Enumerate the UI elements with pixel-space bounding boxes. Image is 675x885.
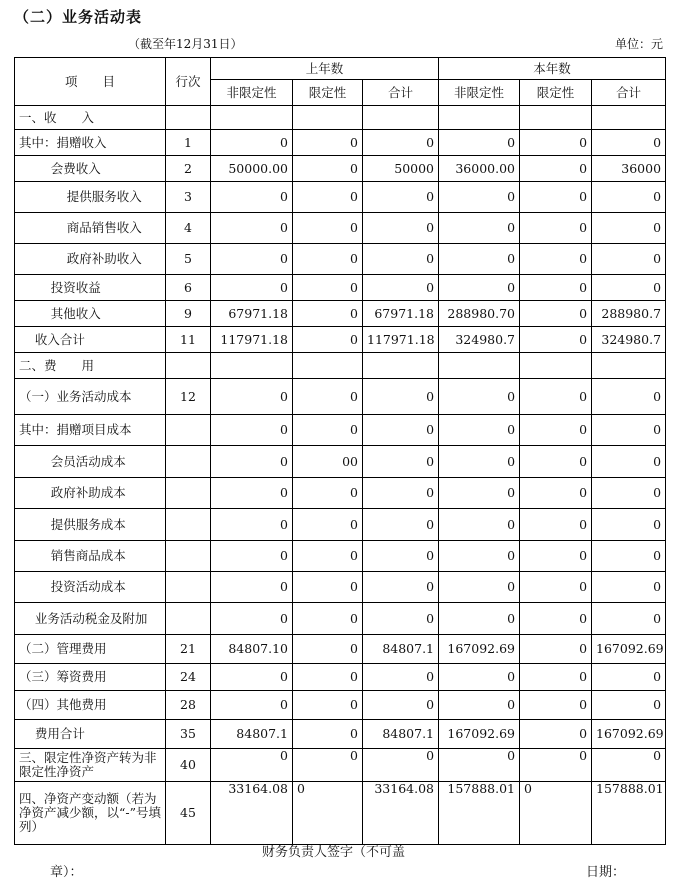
row-line-no bbox=[166, 603, 211, 635]
row-value: 0 bbox=[211, 691, 293, 720]
row-value: 0 bbox=[439, 478, 520, 509]
row-value: 0 bbox=[293, 635, 363, 664]
row-value: 0 bbox=[520, 130, 592, 156]
row-value: 84807.1 bbox=[363, 720, 439, 749]
row-line-no bbox=[166, 106, 211, 130]
row-value: 0 bbox=[293, 130, 363, 156]
row-value: 0 bbox=[520, 478, 592, 509]
row-value: 288980.70 bbox=[439, 301, 520, 327]
header-line-no: 行次 bbox=[166, 58, 211, 106]
row-value: 0 bbox=[363, 691, 439, 720]
row-label: （二）管理费用 bbox=[15, 635, 166, 664]
row-value: 0 bbox=[363, 509, 439, 541]
row-value: 36000 bbox=[592, 156, 666, 182]
row-value: 0 bbox=[293, 603, 363, 635]
row-value: 0 bbox=[211, 509, 293, 541]
row-value: 0 bbox=[439, 541, 520, 572]
row-line-no bbox=[166, 541, 211, 572]
table-row bbox=[15, 301, 666, 327]
row-value: 0 bbox=[520, 572, 592, 603]
row-value: 0 bbox=[520, 635, 592, 664]
row-value: 0 bbox=[293, 749, 363, 782]
row-value: 0 bbox=[439, 244, 520, 275]
row-value: 0 bbox=[211, 130, 293, 156]
row-value: 0 bbox=[293, 478, 363, 509]
row-value: 0 bbox=[363, 130, 439, 156]
row-value: 0 bbox=[520, 664, 592, 691]
row-value: 0 bbox=[592, 379, 666, 415]
table-row bbox=[15, 664, 666, 691]
row-value: 167092.69 bbox=[439, 635, 520, 664]
row-label: 销售商品成本 bbox=[15, 541, 166, 572]
table-row bbox=[15, 415, 666, 446]
table-row bbox=[15, 156, 666, 182]
row-value: 0 bbox=[592, 603, 666, 635]
row-value: 0 bbox=[211, 603, 293, 635]
row-value bbox=[592, 106, 666, 130]
row-value: 50000 bbox=[363, 156, 439, 182]
row-value: 67971.18 bbox=[363, 301, 439, 327]
row-value bbox=[363, 353, 439, 379]
table-row bbox=[15, 275, 666, 301]
row-value: 0 bbox=[293, 782, 363, 845]
row-value: 0 bbox=[363, 213, 439, 244]
table-row bbox=[15, 541, 666, 572]
row-value: 0 bbox=[363, 446, 439, 478]
row-label: （四）其他费用 bbox=[15, 691, 166, 720]
row-value: 0 bbox=[363, 275, 439, 301]
row-line-no: 2 bbox=[166, 156, 211, 182]
row-value: 36000.00 bbox=[439, 156, 520, 182]
header-prev-year: 上年数 bbox=[211, 58, 439, 80]
row-value: 0 bbox=[592, 691, 666, 720]
row-value: 0 bbox=[211, 749, 293, 782]
row-value: 167092.69 bbox=[592, 635, 666, 664]
row-value: 0 bbox=[592, 446, 666, 478]
row-value: 0 bbox=[293, 213, 363, 244]
row-value: 0 bbox=[520, 446, 592, 478]
row-value: 0 bbox=[520, 541, 592, 572]
row-line-no: 9 bbox=[166, 301, 211, 327]
row-line-no bbox=[166, 572, 211, 603]
row-line-no: 28 bbox=[166, 691, 211, 720]
row-value: 157888.01 bbox=[592, 782, 666, 845]
row-value: 0 bbox=[520, 244, 592, 275]
row-label: 政府补助成本 bbox=[15, 478, 166, 509]
row-value: 0 bbox=[363, 478, 439, 509]
row-line-no bbox=[166, 415, 211, 446]
row-value: 0 bbox=[520, 182, 592, 213]
table-row bbox=[15, 353, 666, 379]
row-line-no: 4 bbox=[166, 213, 211, 244]
row-value: 0 bbox=[520, 691, 592, 720]
row-label: （一）业务活动成本 bbox=[15, 379, 166, 415]
row-line-no: 5 bbox=[166, 244, 211, 275]
row-value: 0 bbox=[520, 156, 592, 182]
row-value: 0 bbox=[592, 664, 666, 691]
row-value: 0 bbox=[293, 509, 363, 541]
table-row bbox=[15, 509, 666, 541]
date-label: 日期： bbox=[586, 865, 626, 880]
table-row bbox=[15, 749, 666, 782]
row-value: 0 bbox=[211, 182, 293, 213]
row-value: 0 bbox=[293, 691, 363, 720]
row-value: 0 bbox=[293, 720, 363, 749]
row-value: 0 bbox=[211, 541, 293, 572]
row-value: 0 bbox=[211, 478, 293, 509]
row-value: 0 bbox=[439, 749, 520, 782]
row-value: 0 bbox=[439, 182, 520, 213]
row-label: 费用合计 bbox=[15, 720, 166, 749]
row-label: 收入合计 bbox=[15, 327, 166, 353]
row-label: 投资收益 bbox=[15, 275, 166, 301]
row-value bbox=[520, 353, 592, 379]
table-row bbox=[15, 130, 666, 156]
row-value: 0 bbox=[520, 327, 592, 353]
row-value: 0 bbox=[520, 415, 592, 446]
row-value: 0 bbox=[211, 664, 293, 691]
row-value: 0 bbox=[293, 327, 363, 353]
row-value: 0 bbox=[363, 572, 439, 603]
table-row bbox=[15, 106, 666, 130]
row-value: 0 bbox=[211, 572, 293, 603]
header-curr-total: 合计 bbox=[592, 80, 666, 106]
row-value: 0 bbox=[592, 572, 666, 603]
row-line-no: 3 bbox=[166, 182, 211, 213]
row-value: 167092.69 bbox=[592, 720, 666, 749]
header-prev-restricted: 限定性 bbox=[293, 80, 363, 106]
row-label: 政府补助收入 bbox=[15, 244, 166, 275]
row-value bbox=[439, 353, 520, 379]
row-value bbox=[211, 106, 293, 130]
header-curr-year: 本年数 bbox=[439, 58, 666, 80]
row-label: 商品销售收入 bbox=[15, 213, 166, 244]
row-value: 157888.01 bbox=[439, 782, 520, 845]
row-value: 0 bbox=[439, 213, 520, 244]
row-value: 0 bbox=[520, 749, 592, 782]
table-row bbox=[15, 782, 666, 845]
row-value: 324980.7 bbox=[439, 327, 520, 353]
row-line-no bbox=[166, 478, 211, 509]
row-value: 0 bbox=[439, 509, 520, 541]
table-row bbox=[15, 691, 666, 720]
header-prev-total: 合计 bbox=[363, 80, 439, 106]
row-value bbox=[293, 353, 363, 379]
row-value: 0 bbox=[211, 213, 293, 244]
row-value: 0 bbox=[520, 720, 592, 749]
row-label: 业务活动税金及附加 bbox=[15, 603, 166, 635]
row-value: 0 bbox=[363, 379, 439, 415]
table-row bbox=[15, 244, 666, 275]
row-value: 324980.7 bbox=[592, 327, 666, 353]
header-prev-unrestricted: 非限定性 bbox=[211, 80, 293, 106]
row-label: 会员活动成本 bbox=[15, 446, 166, 478]
row-value: 0 bbox=[211, 379, 293, 415]
table-row bbox=[15, 603, 666, 635]
row-value: 0 bbox=[363, 182, 439, 213]
row-value: 0 bbox=[363, 749, 439, 782]
row-label: 提供服务收入 bbox=[15, 182, 166, 213]
row-value: 0 bbox=[293, 541, 363, 572]
table-row bbox=[15, 478, 666, 509]
row-value bbox=[293, 106, 363, 130]
row-label: （三）筹资费用 bbox=[15, 664, 166, 691]
row-value: 0 bbox=[439, 603, 520, 635]
row-line-no: 35 bbox=[166, 720, 211, 749]
row-label: 其他收入 bbox=[15, 301, 166, 327]
row-value: 0 bbox=[520, 379, 592, 415]
row-value: 0 bbox=[293, 301, 363, 327]
row-line-no: 24 bbox=[166, 664, 211, 691]
row-value: 0 bbox=[363, 664, 439, 691]
table-row bbox=[15, 446, 666, 478]
row-line-no bbox=[166, 446, 211, 478]
row-line-no: 21 bbox=[166, 635, 211, 664]
row-label: 会费收入 bbox=[15, 156, 166, 182]
row-line-no: 45 bbox=[166, 782, 211, 845]
row-line-no bbox=[166, 509, 211, 541]
table-row bbox=[15, 327, 666, 353]
row-value: 0 bbox=[520, 603, 592, 635]
row-value: 0 bbox=[520, 213, 592, 244]
row-value: 0 bbox=[592, 213, 666, 244]
row-line-no: 6 bbox=[166, 275, 211, 301]
row-value: 0 bbox=[520, 301, 592, 327]
row-value: 117971.18 bbox=[363, 327, 439, 353]
row-label: 提供服务成本 bbox=[15, 509, 166, 541]
currency-unit: 单位：元 bbox=[614, 37, 663, 51]
seal-label: 章）： bbox=[50, 865, 83, 880]
row-value: 0 bbox=[592, 478, 666, 509]
row-label: 三、限定性净资产转为非限定性净资产 bbox=[15, 749, 166, 782]
report-title: （二）业务活动表 bbox=[14, 8, 143, 26]
row-value: 0 bbox=[363, 603, 439, 635]
table-row bbox=[15, 379, 666, 415]
row-line-no bbox=[166, 353, 211, 379]
row-label: 其中：捐赠收入 bbox=[15, 130, 166, 156]
row-label: 其中：捐赠项目成本 bbox=[15, 415, 166, 446]
row-line-no: 11 bbox=[166, 327, 211, 353]
table-body bbox=[15, 106, 666, 845]
row-value: 0 bbox=[520, 509, 592, 541]
row-value: 0 bbox=[293, 275, 363, 301]
row-label: 一、收 入 bbox=[15, 106, 166, 130]
row-value: 0 bbox=[211, 244, 293, 275]
finance-signature-label: 财务负责人签字（不可盖 bbox=[262, 845, 406, 860]
row-value: 0 bbox=[363, 415, 439, 446]
row-value: 0 bbox=[520, 782, 592, 845]
row-value bbox=[439, 106, 520, 130]
row-label: 投资活动成本 bbox=[15, 572, 166, 603]
row-line-no: 40 bbox=[166, 749, 211, 782]
row-value: 0 bbox=[592, 541, 666, 572]
report-period: （截至年12月31日） bbox=[128, 37, 243, 51]
row-value: 0 bbox=[592, 749, 666, 782]
row-value bbox=[520, 106, 592, 130]
row-value: 0 bbox=[520, 275, 592, 301]
row-value: 84807.1 bbox=[363, 635, 439, 664]
row-value: 84807.1 bbox=[211, 720, 293, 749]
row-value: 0 bbox=[439, 446, 520, 478]
row-value: 0 bbox=[363, 244, 439, 275]
row-value: 33164.08 bbox=[211, 782, 293, 845]
row-value: 84807.10 bbox=[211, 635, 293, 664]
row-value: 67971.18 bbox=[211, 301, 293, 327]
row-label: 四、净资产变动额（若为净资产减少额，以“-”号填列） bbox=[15, 782, 166, 845]
row-value: 0 bbox=[592, 244, 666, 275]
row-value: 0 bbox=[293, 156, 363, 182]
row-value: 0 bbox=[211, 275, 293, 301]
row-value: 0 bbox=[293, 664, 363, 691]
row-label: 二、费 用 bbox=[15, 353, 166, 379]
row-value: 0 bbox=[439, 130, 520, 156]
row-value: 33164.08 bbox=[363, 782, 439, 845]
row-value: 0 bbox=[439, 415, 520, 446]
row-value: 0 bbox=[592, 509, 666, 541]
row-value: 0 bbox=[439, 691, 520, 720]
row-value: 0 bbox=[592, 182, 666, 213]
table-row bbox=[15, 182, 666, 213]
row-value: 0 bbox=[293, 182, 363, 213]
row-value: 0 bbox=[293, 572, 363, 603]
row-value bbox=[592, 353, 666, 379]
row-value: 0 bbox=[439, 379, 520, 415]
row-line-no: 12 bbox=[166, 379, 211, 415]
row-value bbox=[363, 106, 439, 130]
row-value: 0 bbox=[439, 664, 520, 691]
header-curr-unrestricted: 非限定性 bbox=[439, 80, 520, 106]
table-row bbox=[15, 213, 666, 244]
row-value: 0 bbox=[439, 572, 520, 603]
row-value: 0 bbox=[363, 541, 439, 572]
row-value: 288980.7 bbox=[592, 301, 666, 327]
table-row bbox=[15, 635, 666, 664]
header-item: 项 目 bbox=[15, 58, 166, 106]
row-value: 117971.18 bbox=[211, 327, 293, 353]
row-value: 0 bbox=[592, 130, 666, 156]
table-row bbox=[15, 720, 666, 749]
row-value: 0 bbox=[592, 275, 666, 301]
row-value: 167092.69 bbox=[439, 720, 520, 749]
row-value: 0 bbox=[293, 379, 363, 415]
business-activity-table bbox=[14, 57, 666, 845]
row-value: 0 bbox=[293, 244, 363, 275]
row-value bbox=[211, 353, 293, 379]
table-row bbox=[15, 572, 666, 603]
row-value: 0 bbox=[211, 446, 293, 478]
row-value: 50000.00 bbox=[211, 156, 293, 182]
header-curr-restricted: 限定性 bbox=[520, 80, 592, 106]
row-value: 0 bbox=[439, 275, 520, 301]
row-value: 0 bbox=[211, 415, 293, 446]
row-value: 0 bbox=[592, 415, 666, 446]
row-line-no: 1 bbox=[166, 130, 211, 156]
row-value: 0 bbox=[293, 415, 363, 446]
row-value: 00 bbox=[293, 446, 363, 478]
